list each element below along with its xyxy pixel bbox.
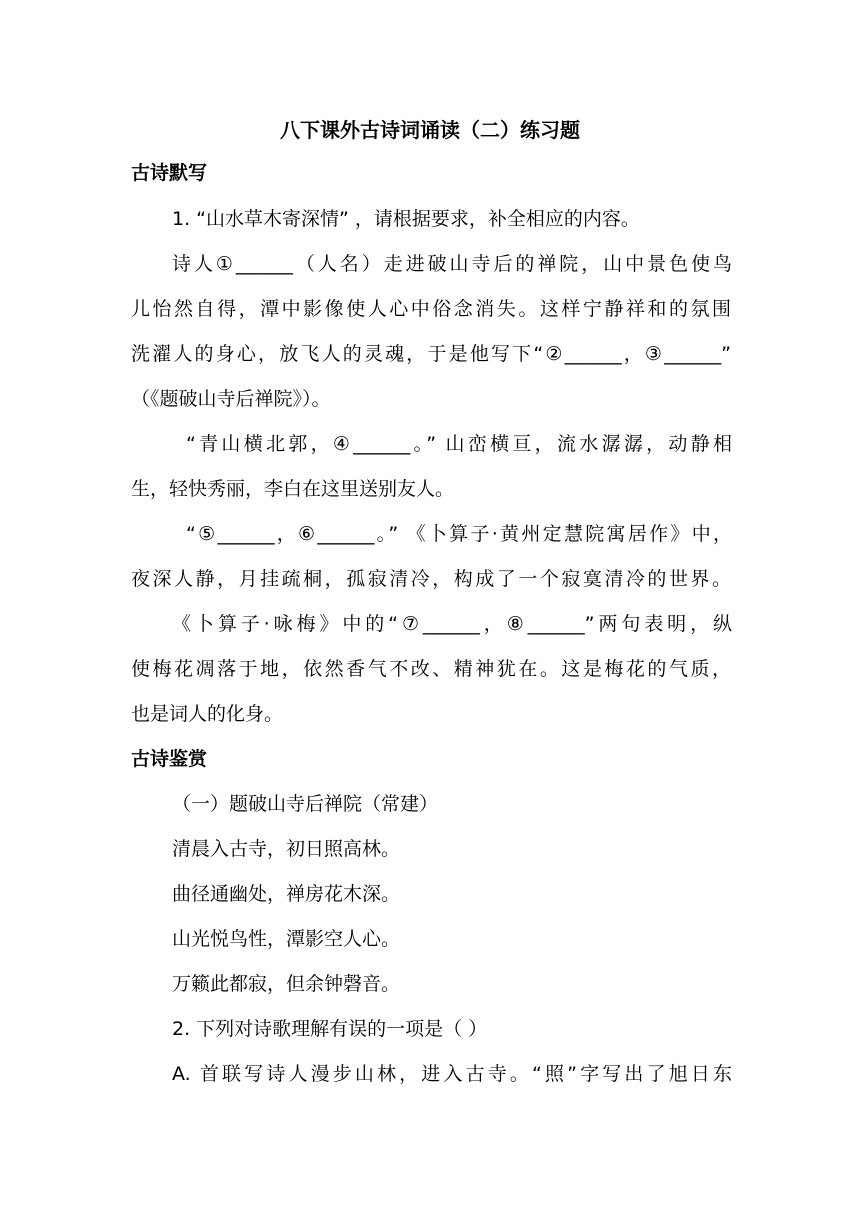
poem-line: 山光悦鸟性，潭影空人心。: [172, 928, 401, 950]
paragraph-line: 夜深人静，月挂疏桐，孤寂清冷，构成了一个寂寞清冷的世界。: [131, 568, 731, 590]
poem-line: 曲径通幽处，禅房花木深。: [172, 883, 401, 905]
paragraph-line: 儿怡然自得，潭中影像使人心中俗念消失。这样宁静祥和的氛围: [131, 298, 731, 320]
paragraph-line: 使梅花凋落于地，依然香气不改、精神犹在。这是梅花的气质，: [131, 658, 731, 680]
question-1-stem: 1. “山水草木寄深情” ，请根据要求，补全相应的内容。: [172, 208, 640, 230]
paragraph-line: “⑤______，⑥______。” 《卜算子·黄州定慧院寓居作》中，: [186, 523, 732, 545]
option-a: A. 首联写诗人漫步山林，进入古寺。“照”字写出了旭日东: [172, 1063, 732, 1085]
paragraph-line: 洗濯人的身心，放飞人的灵魂，于是他写下“②______，③______”: [131, 343, 731, 365]
paragraph-line: “青山横北郭，④______。” 山峦横亘，流水潺潺，动静相: [186, 433, 732, 455]
paragraph-line: 《卜算子·咏梅》中的“⑦______，⑧______”两句表明，纵: [172, 613, 732, 635]
poem-title: （一）题破山寺后禅院（常建）: [172, 793, 439, 815]
paragraph-line: （《题破山寺后禅院》）。: [131, 388, 331, 410]
poem-line: 万籁此都寂，但余钟磬音。: [172, 973, 401, 995]
paragraph-line: 也是词人的化身。: [131, 703, 284, 725]
page-title: 八下课外古诗词诵读（二）练习题: [280, 118, 580, 142]
section-heading-dictation: 古诗默写: [131, 162, 208, 184]
poem-line: 清晨入古寺，初日照高林。: [172, 838, 401, 860]
section-heading-appreciation: 古诗鉴赏: [131, 748, 208, 770]
question-2-stem: 2. 下列对诗歌理解有误的一项是（ ）: [172, 1018, 488, 1040]
paragraph-line: 生，轻快秀丽，李白在这里送别友人。: [131, 478, 455, 500]
paragraph-line: 诗人①______（人名）走进破山寺后的禅院，山中景色使鸟: [172, 253, 732, 275]
